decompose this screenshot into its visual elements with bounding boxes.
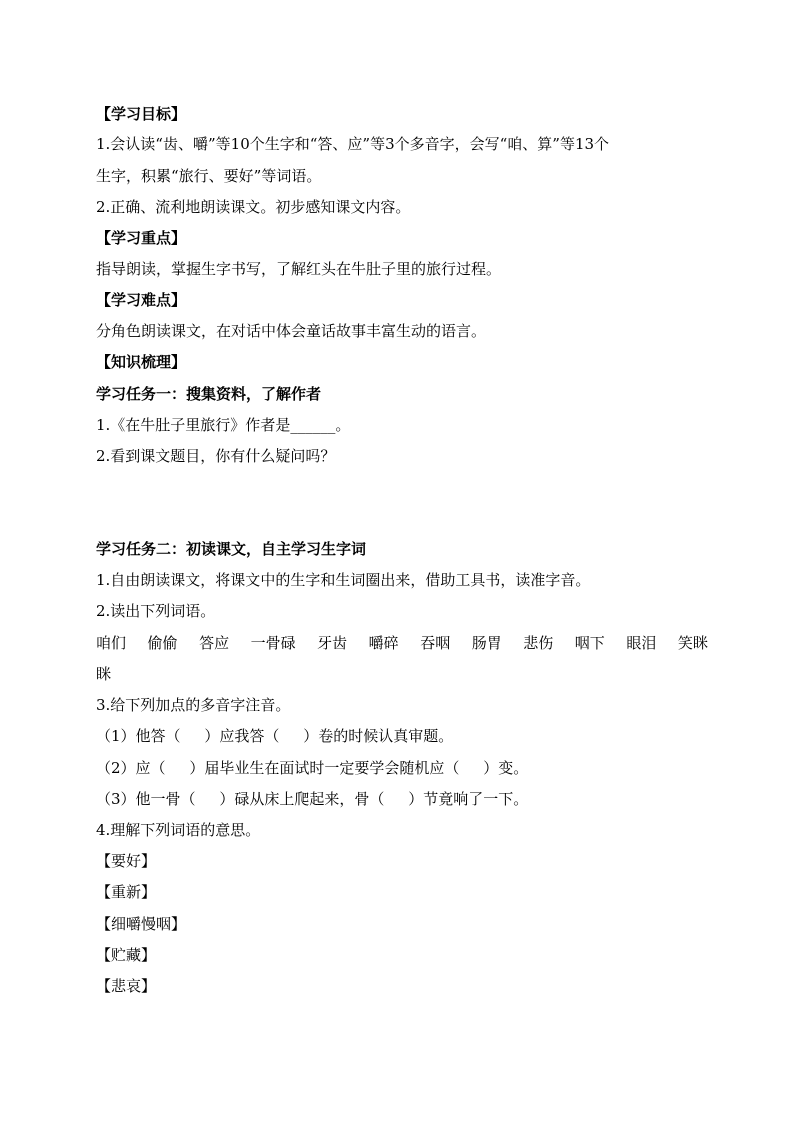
task-1-title: 学习任务一：搜集资料，了解作者	[96, 385, 322, 403]
task-2-question-3: 3.给下列加点的多音字注音。	[96, 696, 291, 714]
word-item: 答应	[199, 634, 230, 652]
task-1-question-1: 1.《在牛肚子里旅行》作者是______。	[96, 416, 351, 434]
task-2-question-4: 4.理解下列词语的意思。	[96, 821, 261, 839]
term-item: 【贮藏】	[96, 946, 157, 964]
difficulty-text: 分角色朗读课文，在对话中体会童话故事丰富生动的语言。	[96, 322, 487, 340]
word-item: 嚼碎	[368, 634, 399, 652]
goal-heading: 【学习目标】	[96, 105, 187, 123]
word-item: 偷偷	[147, 634, 178, 652]
word-item: 悲伤	[523, 634, 554, 652]
word-list	[96, 633, 708, 653]
word-list-wrap: 眯	[96, 665, 112, 683]
key-heading: 【学习重点】	[96, 229, 187, 247]
word-item: 吞咽	[420, 634, 451, 652]
word-item: 笑眯	[677, 634, 708, 652]
task-2-question-1: 1.自由朗读课文，将课文中的生字和生词圈出来，借助工具书，读准字音。	[96, 571, 591, 589]
term-item: 【细嚼慢咽】	[96, 915, 187, 933]
task-2-title: 学习任务二：初读课文，自主学习生字词	[96, 540, 367, 558]
word-item: 一骨碌	[250, 634, 296, 652]
key-text: 指导朗读，掌握生字书写，了解红头在牛肚子里的旅行过程。	[96, 260, 502, 278]
knowledge-heading: 【知识梳理】	[96, 353, 187, 371]
word-item: 咱们	[96, 634, 127, 652]
polyphone-item-2: （2）应（ ）届毕业生在面试时一定要学会随机应（ ）变。	[96, 759, 529, 777]
goal-2: 2.正确、流利地朗读课文。初步感知课文内容。	[96, 198, 411, 216]
goal-1-line-2: 生字，积累“旅行、要好”等词语。	[96, 167, 322, 185]
term-item: 【悲哀】	[96, 977, 157, 995]
word-item: 咽下	[574, 634, 605, 652]
word-item: 牙齿	[317, 634, 348, 652]
word-item: 肠胃	[471, 634, 502, 652]
difficulty-heading: 【学习难点】	[96, 291, 187, 309]
polyphone-item-1: （1）他答（ ）应我答（ ）卷的时候认真审题。	[96, 727, 454, 745]
term-item: 【重新】	[96, 883, 157, 901]
polyphone-item-3: （3）他一骨（ ）碌从床上爬起来，骨（ ）节竟响了一下。	[96, 790, 529, 808]
task-1-question-2: 2.看到课文题目，你有什么疑问吗？	[96, 447, 336, 465]
task-2-question-2: 2.读出下列词语。	[96, 602, 216, 620]
word-item: 眼泪	[626, 634, 657, 652]
goal-1-line-1: 1.会认读“齿、嚼”等10个生字和“答、应”等3个多音字，会写“咱、算”等13个	[96, 135, 610, 153]
term-item: 【要好】	[96, 852, 157, 870]
